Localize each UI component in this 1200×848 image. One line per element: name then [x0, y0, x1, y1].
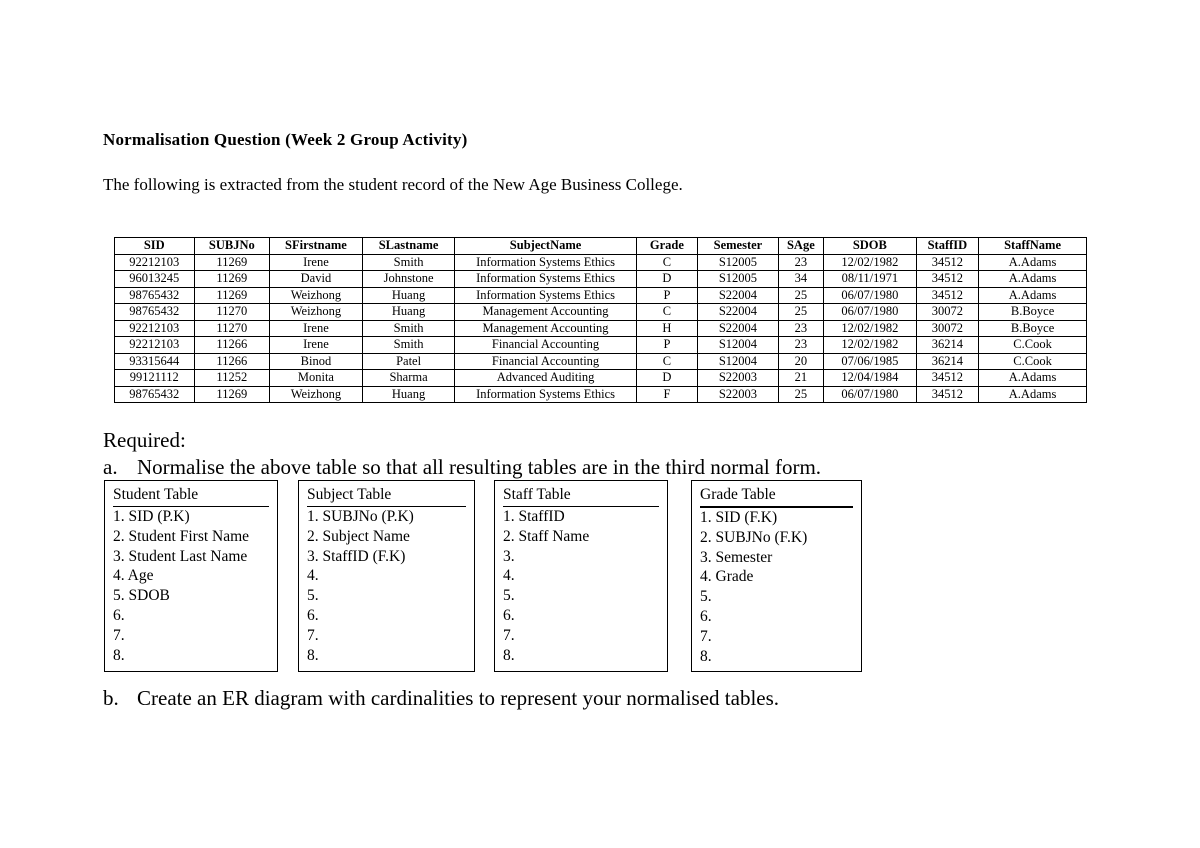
table-cell: 34512 — [916, 271, 978, 288]
table-cell: S22003 — [698, 370, 779, 387]
table-cell: S22003 — [698, 386, 779, 403]
box-item: 8. — [503, 646, 515, 664]
table-cell: C.Cook — [979, 337, 1087, 354]
table-cell: 34 — [778, 271, 823, 288]
table-cell: S22004 — [698, 320, 779, 337]
table-cell: F — [636, 386, 697, 403]
box-item: 6. — [700, 607, 712, 625]
table-body — [115, 254, 1087, 403]
table-cell: 93315644 — [115, 353, 195, 370]
table-cell: 12/04/1984 — [824, 370, 917, 387]
table-cell: 98765432 — [115, 386, 195, 403]
table-cell: 11269 — [194, 386, 270, 403]
box-item: 2. Staff Name — [503, 527, 590, 545]
question-a — [103, 455, 821, 480]
table-cell: 98765432 — [115, 304, 195, 321]
box-item: 5. — [503, 587, 515, 605]
column-header: SDOB — [824, 238, 917, 255]
box-title: Grade Table — [700, 485, 853, 508]
table-cell: Patel — [362, 353, 455, 370]
table-cell: A.Adams — [979, 287, 1087, 304]
table-cell: 06/07/1980 — [824, 287, 917, 304]
table-cell: 34512 — [916, 287, 978, 304]
table-cell: 11252 — [194, 370, 270, 387]
table-cell: Smith — [362, 320, 455, 337]
table-cell: P — [636, 287, 697, 304]
table-cell: 92212103 — [115, 254, 195, 271]
table-cell: 98765432 — [115, 287, 195, 304]
table-cell: 11269 — [194, 287, 270, 304]
box-item: 1. SID (P.K) — [113, 508, 190, 525]
table-cell: 96013245 — [115, 271, 195, 288]
table-cell: C — [636, 304, 697, 321]
table-cell: A.Adams — [979, 271, 1087, 288]
table-cell: Irene — [270, 254, 363, 271]
table-cell: 34512 — [916, 386, 978, 403]
table-cell: 11270 — [194, 304, 270, 321]
table-cell: 12/02/1982 — [824, 254, 917, 271]
table-cell: Weizhong — [270, 304, 363, 321]
table-cell: Huang — [362, 304, 455, 321]
document-title: Normalisation Question (Week 2 Group Activity) — [103, 130, 468, 149]
column-header: SAge — [778, 238, 823, 255]
table-cell: 11270 — [194, 320, 270, 337]
box-item: 6. — [503, 606, 515, 624]
column-header: Semester — [698, 238, 779, 255]
box-item: 2. Student First Name — [113, 527, 250, 545]
intro-text: The following is extracted from the student record of the New Age Business College. — [103, 175, 683, 194]
table-cell: Monita — [270, 370, 363, 387]
table-cell: 08/11/1971 — [824, 271, 917, 288]
table-header — [115, 238, 1087, 255]
column-header: StaffID — [916, 238, 978, 255]
box-item: 6. — [113, 606, 125, 624]
table-cell: P — [636, 337, 697, 354]
table-cell: Information Systems Ethics — [455, 254, 636, 271]
table-cell: C — [636, 353, 697, 370]
table-cell: 06/07/1980 — [824, 386, 917, 403]
table-cell: Smith — [362, 254, 455, 271]
table-cell: 06/07/1980 — [824, 304, 917, 321]
box-item: 7. — [307, 626, 319, 644]
table-cell: A.Adams — [979, 254, 1087, 271]
column-header: SID — [115, 238, 195, 255]
box-title: Student Table — [113, 485, 269, 507]
table-cell: 12/02/1982 — [824, 320, 917, 337]
table-cell: Financial Accounting — [455, 337, 636, 354]
box-item: 4. — [503, 567, 515, 585]
box-title: Staff Table — [503, 485, 659, 507]
table-cell: Information Systems Ethics — [455, 386, 636, 403]
table-row — [115, 370, 1087, 387]
table-cell: 07/06/1985 — [824, 353, 917, 370]
question-b-label: b. — [103, 686, 119, 710]
table-row — [115, 271, 1087, 288]
box-item: 3. — [503, 547, 515, 565]
question-b-text: Create an ER diagram with cardinalities to represent your normalised tables. — [137, 686, 780, 710]
table-cell: 21 — [778, 370, 823, 387]
table-cell: 23 — [778, 337, 823, 354]
table-cell: A.Adams — [979, 386, 1087, 403]
box-item: 7. — [113, 626, 125, 644]
box-item: 8. — [113, 646, 125, 664]
table-cell: Advanced Auditing — [455, 370, 636, 387]
box-item: 1. StaffID — [503, 508, 565, 525]
table-cell: Huang — [362, 386, 455, 403]
staff-table-box — [494, 480, 668, 672]
box-item: 1. SID (F.K) — [700, 509, 778, 526]
table-cell: 34512 — [916, 370, 978, 387]
table-cell: Information Systems Ethics — [455, 271, 636, 288]
box-item: 4. — [307, 567, 319, 585]
table-cell: C.Cook — [979, 353, 1087, 370]
box-item: 8. — [307, 646, 319, 664]
box-item: 5. — [307, 587, 319, 605]
box-title: Subject Table — [307, 485, 466, 507]
table-cell: H — [636, 320, 697, 337]
table-row — [115, 304, 1087, 321]
table-cell: D — [636, 370, 697, 387]
header-row — [115, 238, 1087, 255]
box-item: 2. Subject Name — [307, 527, 410, 545]
table-cell: Management Accounting — [455, 320, 636, 337]
table-cell: B.Boyce — [979, 320, 1087, 337]
table-cell: 30072 — [916, 304, 978, 321]
table-cell: S12005 — [698, 254, 779, 271]
table-cell: 20 — [778, 353, 823, 370]
table-cell: D — [636, 271, 697, 288]
table-cell: 36214 — [916, 353, 978, 370]
table-cell: 11269 — [194, 271, 270, 288]
box-item: 4. Grade — [700, 568, 754, 586]
table-cell: Weizhong — [270, 386, 363, 403]
box-item: 3. StaffID (F.K) — [307, 547, 406, 565]
table-cell: 92212103 — [115, 320, 195, 337]
box-item: 1. SUBJNo (P.K) — [307, 508, 414, 525]
box-item: 5. — [700, 588, 712, 606]
box-item: 7. — [503, 626, 515, 644]
box-item: 6. — [307, 606, 319, 624]
table-cell: Financial Accounting — [455, 353, 636, 370]
table-cell: A.Adams — [979, 370, 1087, 387]
table-cell: B.Boyce — [979, 304, 1087, 321]
table-cell: 99121112 — [115, 370, 195, 387]
table-row — [115, 386, 1087, 403]
column-header: StaffName — [979, 238, 1087, 255]
table-cell: Weizhong — [270, 287, 363, 304]
table-cell: Johnstone — [362, 271, 455, 288]
table-cell: Smith — [362, 337, 455, 354]
grade-table-box — [691, 480, 862, 672]
question-a-label: a. — [103, 455, 118, 479]
table-row — [115, 337, 1087, 354]
table-cell: Huang — [362, 287, 455, 304]
table-cell: Irene — [270, 337, 363, 354]
table-row — [115, 287, 1087, 304]
table-cell: Binod — [270, 353, 363, 370]
column-header: SUBJNo — [194, 238, 270, 255]
question-a-text: Normalise the above table so that all resulting tables are in the third normal form. — [137, 455, 822, 479]
box-item: 3. Student Last Name — [113, 547, 248, 565]
table-cell: C — [636, 254, 697, 271]
student-table-box — [104, 480, 278, 672]
table-row — [115, 353, 1087, 370]
table-cell: 36214 — [916, 337, 978, 354]
table-cell: 30072 — [916, 320, 978, 337]
table-cell: 25 — [778, 287, 823, 304]
table-cell: Management Accounting — [455, 304, 636, 321]
table-row — [115, 254, 1087, 271]
question-b — [103, 686, 779, 711]
table-cell: Information Systems Ethics — [455, 287, 636, 304]
table-cell: 25 — [778, 304, 823, 321]
box-item: 8. — [700, 647, 712, 665]
table-cell: 92212103 — [115, 337, 195, 354]
table-cell: S12004 — [698, 353, 779, 370]
column-header: SLastname — [362, 238, 455, 255]
student-record-table — [114, 237, 1087, 403]
box-item: 2. SUBJNo (F.K) — [700, 528, 808, 546]
column-header: SFirstname — [270, 238, 363, 255]
table-cell: S12005 — [698, 271, 779, 288]
column-header: SubjectName — [455, 238, 636, 255]
table-cell: 23 — [778, 320, 823, 337]
table-cell: 12/02/1982 — [824, 337, 917, 354]
table-cell: S12004 — [698, 337, 779, 354]
table-cell: David — [270, 271, 363, 288]
column-header: Grade — [636, 238, 697, 255]
table-cell: 23 — [778, 254, 823, 271]
table-cell: Sharma — [362, 370, 455, 387]
table-cell: 25 — [778, 386, 823, 403]
table-cell: 34512 — [916, 254, 978, 271]
required-heading: Required: — [103, 428, 186, 452]
table-cell: 11266 — [194, 353, 270, 370]
box-item: 7. — [700, 627, 712, 645]
subject-table-box — [298, 480, 475, 672]
table-cell: S22004 — [698, 287, 779, 304]
table-cell: 11269 — [194, 254, 270, 271]
table-cell: 11266 — [194, 337, 270, 354]
box-item: 3. Semester — [700, 548, 773, 566]
box-item: 4. Age — [113, 567, 154, 585]
table-cell: S22004 — [698, 304, 779, 321]
table-row — [115, 320, 1087, 337]
box-item: 5. SDOB — [113, 587, 170, 605]
table-cell: Irene — [270, 320, 363, 337]
